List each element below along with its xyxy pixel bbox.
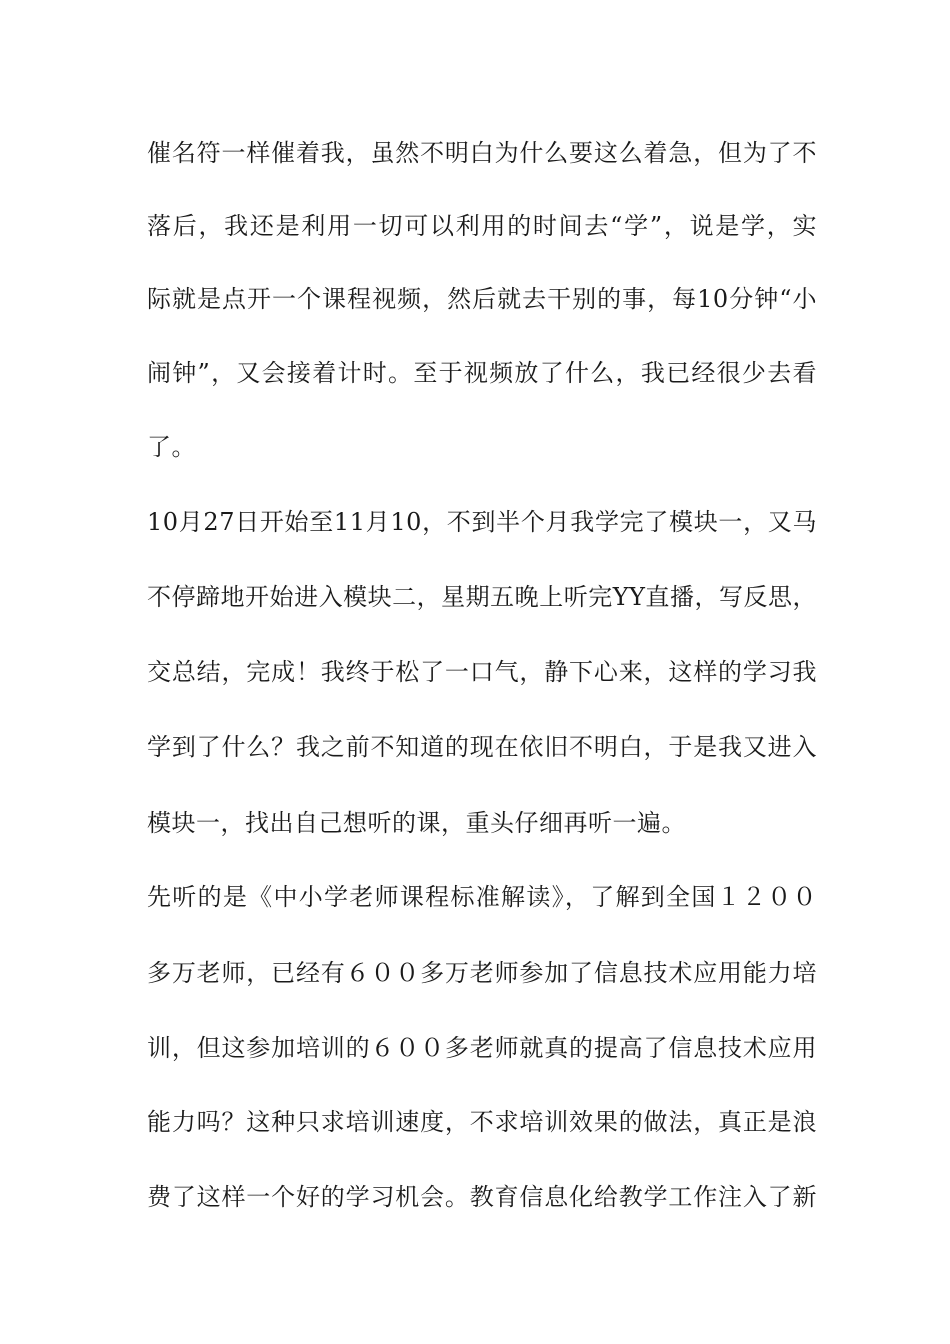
text-line-9: 学到了什么？我之前不知道的现在依旧不明白，于是我又进入 — [147, 733, 817, 761]
text-line-6: 10月27日开始至11月10，不到半个月我学完了模块一，又马 — [147, 508, 817, 536]
text-line-11: 先听的是《中小学老师课程标准解读》，了解到全国１２００ — [147, 883, 817, 911]
text-line-13: 训，但这参加培训的６００多老师就真的提高了信息技术应用 — [147, 1034, 817, 1062]
text-line-12: 多万老师，已经有６００多万老师参加了信息技术应用能力培 — [147, 959, 817, 987]
text-line-2: 落后，我还是利用一切可以利用的时间去“学”，说是学，实 — [147, 212, 817, 240]
text-line-7: 不停蹄地开始进入模块二，星期五晚上听完YY直播，写反思， — [147, 583, 817, 611]
text-line-15: 费了这样一个好的学习机会。教育信息化给教学工作注入了新 — [147, 1183, 817, 1211]
text-line-14: 能力吗？这种只求培训速度，不求培训效果的做法，真正是浪 — [147, 1108, 817, 1136]
text-line-3: 际就是点开一个课程视频，然后就去干别的事，每10分钟“小 — [147, 285, 817, 313]
text-line-5: 了。 — [147, 433, 196, 461]
text-line-10: 模块一，找出自己想听的课，重头仔细再听一遍。 — [147, 809, 686, 837]
text-line-4: 闹钟”，又会接着计时。至于视频放了什么，我已经很少去看 — [147, 359, 817, 387]
text-line-1: 催名符一样催着我，虽然不明白为什么要这么着急，但为了不 — [147, 139, 817, 167]
text-line-8: 交总结，完成！我终于松了一口气，静下心来，这样的学习我 — [147, 658, 817, 686]
